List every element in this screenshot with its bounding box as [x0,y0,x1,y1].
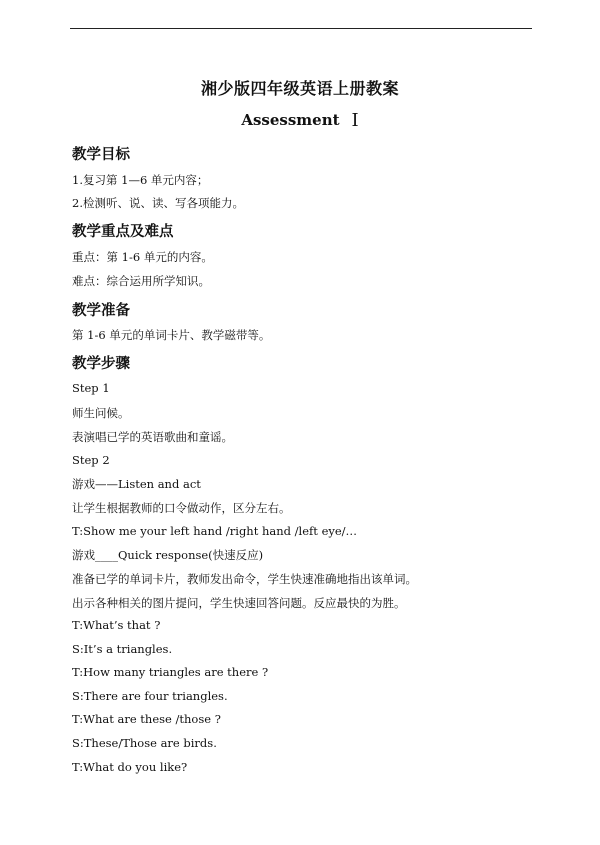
steps-line: T:What are these /those ? [72,712,221,726]
steps-line: T:How many triangles are there ? [72,665,269,679]
steps-line: T:What do you like? [72,760,188,774]
steps-line: 师生问候。 [72,406,130,420]
focus-line: 难点：综合运用所学知识。 [72,274,210,288]
steps-line: S:There are four triangles. [72,689,228,703]
focus-line: 重点：第 1-6 单元的内容。 [72,250,213,264]
steps-line: T:What’s that ? [72,618,161,632]
steps-line: 表演唱已学的英语歌曲和童谣。 [72,430,233,444]
steps-line: 出示各种相关的图片提问，学生快速回答问题。反应最快的为胜。 [72,596,406,610]
section-heading-focus: 教学重点及难点 [72,223,174,240]
prep-line: 第 1-6 单元的单词卡片、教学磁带等。 [72,328,271,342]
document-subtitle [0,110,600,131]
steps-line: S:It’s a triangles. [72,642,173,656]
steps-line: T:Show me your left hand /right hand /left eye/… [72,524,358,538]
steps-line: 游戏____Quick response(快速反应) [72,548,264,562]
steps-line: 准备已学的单词卡片，教师发出命令，学生快速准确地指出该单词。 [72,572,417,586]
subtitle-text: Assessment [241,111,340,129]
steps-line: Step 1 [72,381,110,395]
section-heading-goals: 教学目标 [72,146,130,163]
section-heading-prep: 教学准备 [72,302,130,319]
steps-line: S:These/Those are birds. [72,736,217,750]
subtitle-numeral: Ⅰ [351,110,359,131]
steps-line: 让学生根据教师的口令做动作，区分左右。 [72,501,291,515]
document-title: 湘少版四年级英语上册教案 [200,79,399,98]
steps-line: Step 2 [72,453,110,467]
goals-line: 1.复习第 1—6 单元内容； [72,173,209,187]
header-rule [70,28,532,29]
goals-line: 2.检测听、说、读、写各项能力。 [72,196,244,210]
section-heading-steps: 教学步骤 [72,355,130,372]
steps-line: 游戏——Listen and act [72,477,201,491]
